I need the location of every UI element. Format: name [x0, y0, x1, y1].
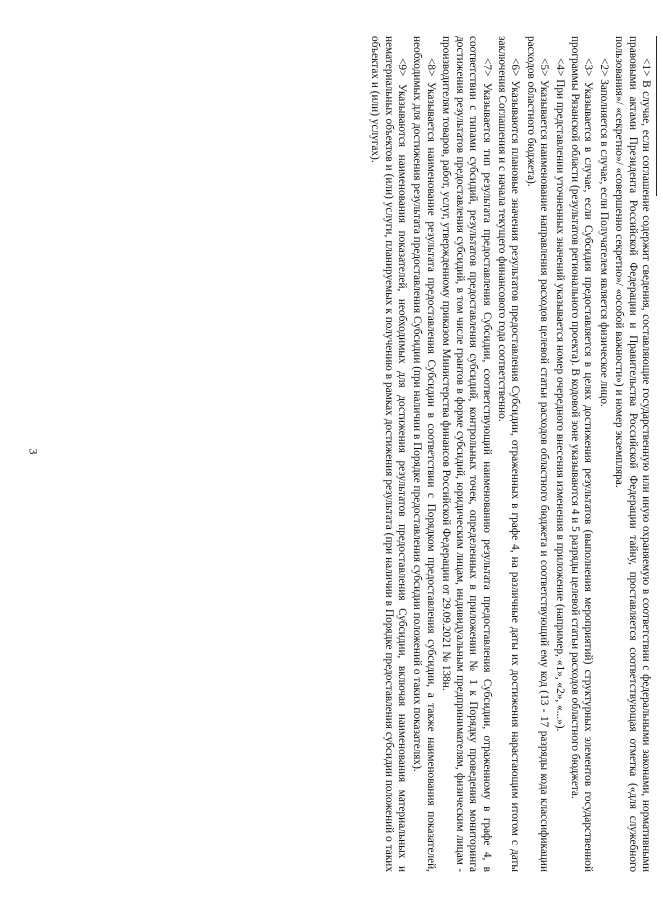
footnote-5: <5> Указывается наименование направления расходов целевой статьи расходов областного бюджета и соответствующий ему код (13 - 17 разряды кода классификации расходов областного бюджета).: [524, 36, 551, 872]
footnote-9: <9> Указываются наименования показателей, необходимых для достижения результатов предоставления Субсидии, включая наименования материальных и нематериальных объектов и (или) услуги, планируемых к получению в рамках достижения результата (при наличии в Порядке предоставления субсидии положений о таких объектах и (или) услугах).: [369, 36, 409, 872]
page-number: 3: [26, 448, 41, 455]
footnote-4: <4> При представлении уточненных значений указывается номер очередного внесения изменения в приложение (например, «1», «2», «...»).: [553, 58, 566, 732]
footnote-1: <1> В случае, если соглашение содержит сведения, составляющие государственную или иную охраняемую в соответствии с федеральными законами, нормативными правовыми актами Президента Российской Федерации и Правительства Российской Федерации тайну, проставляется соответствующая отметка («для служебного пользования»/ «секретно»/ «совершенно секретно»/ «особой важности») и номер экземпляра.: [613, 36, 652, 872]
footnote-3: <3> Указывается в случае, если Субсидия предоставляется в целях достижения результатов (выполнения мероприятий) структурных элементов государственной программы Рязанской области (результатов регионального проекта). В кодовой зоне указываются 4 и 5 разряды целевой статьи расходов областного бюджета.: [568, 36, 595, 872]
footnote-7: <7> Указывается тип результата предоставления Субсидии, соответствующий наименованию результата предоставления Субсидии, отраженному в графе 4, в соответствии с типами субсидий, результатов предоставления субсидий, контрольных точек, определенных в приложении № 1 к Порядку проведения мониторинга достижения результатов предоставления субсидий, в том числе грантов в форме субсидий, юридическим лицам, индивидуальным предпринимателям, физическим лицам - производителям товаров, работ, услуг, утвержденному приказом Министерства финансов Российской Федерации от 29.09.2021 № 138н.: [440, 36, 493, 872]
footnote-2: <2> Заполняется в случае, если Получателем является физическое лицо.: [597, 58, 610, 407]
footnote-6: <6> Указываются плановые значения результатов предоставления Субсидии, отраженных в графе 4, на различные даты их достижения нарастающим итогом с даты заключения Соглашения и с начала текущего финансового года соответственно.: [495, 36, 522, 872]
footnotes-block: [63, 36, 663, 872]
footnote-separator: [656, 36, 657, 196]
footnote-8: <8> Указывается наименование результата предоставления Субсидии в соответствии с Порядком предоставления субсидии, а также наименования показателей, необходимых для достижения результата предоставления Субсидии (при наличии в Порядке предоставления субсидии положений о таких показателях).: [411, 36, 437, 872]
